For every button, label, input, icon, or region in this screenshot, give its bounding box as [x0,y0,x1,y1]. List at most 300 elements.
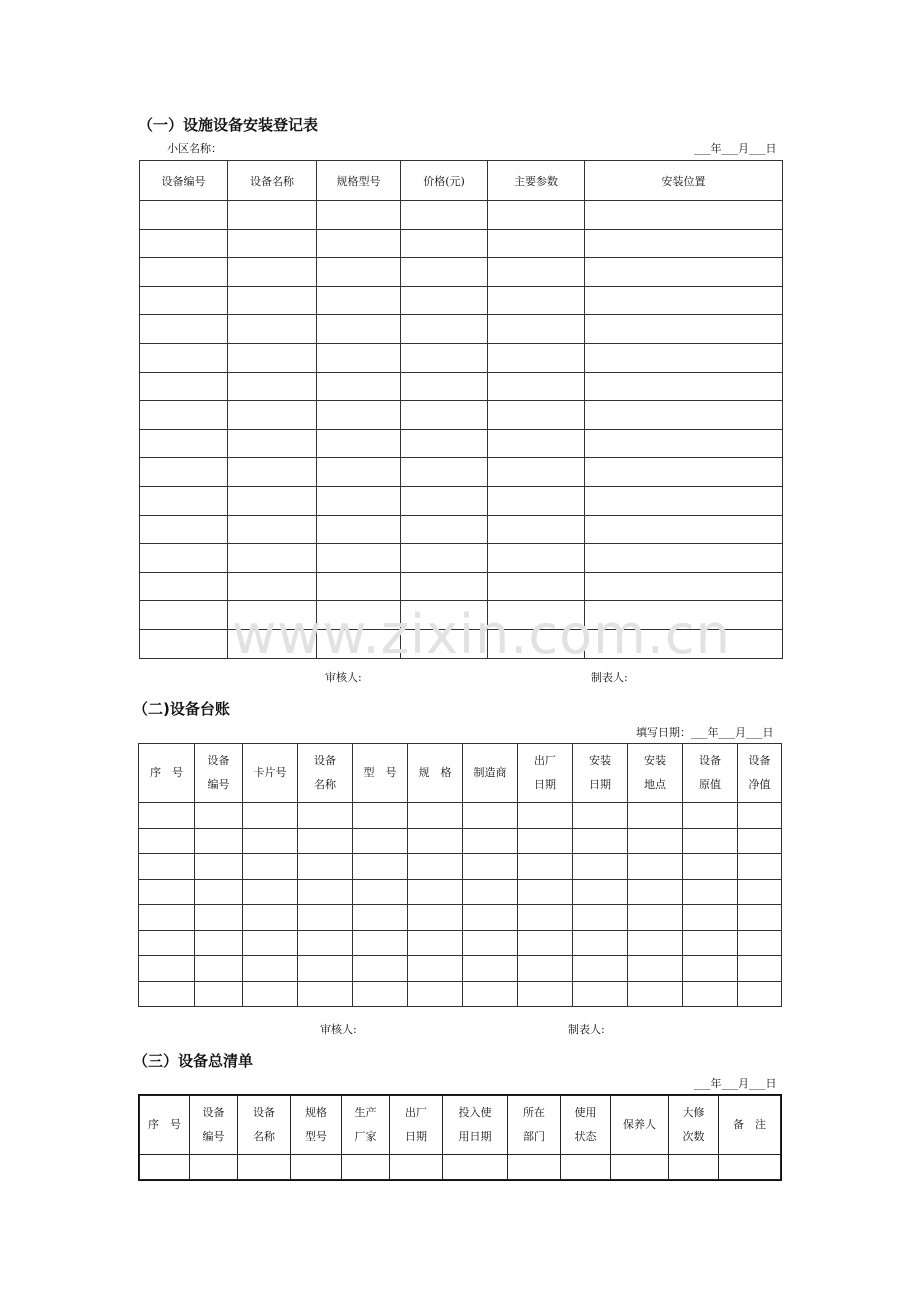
column-header [298,744,353,803]
table-cell[interactable] [228,372,317,401]
table-cell[interactable] [408,828,463,854]
table-cell[interactable] [683,930,738,956]
table-cell[interactable] [140,315,228,344]
column-header [195,744,243,803]
table-row [140,544,783,573]
column-header-line: 设备 [253,1106,275,1119]
table-cell[interactable] [401,315,488,344]
table-cell[interactable] [738,930,782,956]
table-cell[interactable] [243,803,298,829]
table-cell[interactable] [408,905,463,931]
table-cell[interactable] [573,905,628,931]
table-cell[interactable] [585,201,783,230]
table-cell[interactable] [243,854,298,880]
table-cell[interactable] [628,905,683,931]
column-header [291,1096,342,1155]
table-cell[interactable] [195,803,243,829]
table-cell[interactable] [573,930,628,956]
column-header-line: 日期 [534,778,556,791]
table-cell[interactable] [628,981,683,1007]
table-row [140,1155,781,1180]
table-cell[interactable] [488,372,585,401]
table-cell[interactable] [195,828,243,854]
column-header-line: 序 号 [148,1118,181,1131]
table-cell[interactable] [317,458,401,487]
table-cell[interactable] [488,286,585,315]
equipment-ledger-table [138,743,782,1007]
column-header-line: 编号 [202,1130,225,1143]
table-cell[interactable] [401,343,488,372]
table-cell[interactable] [140,201,228,230]
table-row [140,515,783,544]
table-cell[interactable] [628,803,683,829]
table-cell[interactable] [298,956,353,982]
table-cell[interactable] [298,981,353,1007]
table-cell[interactable] [195,905,243,931]
table-row [139,930,782,956]
table-cell[interactable] [719,1155,781,1180]
column-header-line: 使用 [574,1106,597,1119]
table-cell[interactable] [508,1155,561,1180]
column-header [719,1096,781,1155]
table-cell[interactable] [669,1155,719,1180]
table-cell[interactable] [488,515,585,544]
table-cell[interactable] [738,828,782,854]
table-cell[interactable] [140,629,228,658]
table-cell[interactable] [738,879,782,905]
table-row [140,486,783,515]
table-cell[interactable] [463,803,518,829]
column-header [238,1096,291,1155]
table-cell[interactable] [353,828,408,854]
table-cell[interactable] [518,956,573,982]
column-header-line: 安装 [644,754,666,767]
column-header [139,744,195,803]
column-header-line: 次数 [682,1130,705,1143]
table-row [140,229,783,258]
table-cell[interactable] [585,286,783,315]
column-header-line: 编号 [207,778,230,791]
table-cell[interactable] [298,854,353,880]
table-cell[interactable] [140,258,228,287]
table-cell[interactable] [628,828,683,854]
table-cell[interactable] [228,343,317,372]
column-header-line: 用日期 [458,1130,492,1143]
table-cell[interactable] [228,258,317,287]
section1-maker-label: 制表人: [591,671,628,684]
table-cell[interactable] [683,905,738,931]
table-cell[interactable] [317,201,401,230]
table-row [139,956,782,982]
table-cell[interactable] [140,572,228,601]
table-cell[interactable] [317,315,401,344]
table-cell[interactable] [585,458,783,487]
section1-reviewer-label: 审核人: [325,671,362,684]
section2-fill-date: 填写日期：___年___月___日 [636,726,774,739]
column-header-line: 原值 [699,778,721,791]
table-cell[interactable] [140,343,228,372]
table-cell[interactable] [585,572,783,601]
table-cell[interactable] [738,981,782,1007]
table-cell[interactable] [140,601,228,630]
column-header-line: 厂家 [354,1130,377,1143]
column-header [390,1096,443,1155]
column-header-line: 名称 [314,778,336,791]
table-cell[interactable] [628,854,683,880]
table-cell[interactable] [573,828,628,854]
table-cell[interactable] [238,1155,291,1180]
installation-register-table [139,160,783,659]
table-cell[interactable] [140,515,228,544]
table-cell[interactable] [139,879,195,905]
table-cell[interactable] [408,981,463,1007]
table-cell[interactable] [488,201,585,230]
table-cell[interactable] [317,258,401,287]
table-cell[interactable] [342,1155,390,1180]
table-cell[interactable] [518,905,573,931]
column-header-line: 设备 [202,1106,225,1119]
table-cell[interactable] [317,429,401,458]
column-header [561,1096,611,1155]
table-cell[interactable] [443,1155,508,1180]
table-cell[interactable] [628,956,683,982]
table-cell[interactable] [463,956,518,982]
table-cell[interactable] [228,401,317,430]
table-cell[interactable] [228,486,317,515]
table-cell[interactable] [401,572,488,601]
column-header-line: 净值 [748,778,771,791]
header-row [139,744,782,803]
table-cell[interactable] [317,343,401,372]
equipment-master-list-table [139,1095,781,1180]
table-cell[interactable] [139,828,195,854]
table-cell[interactable] [585,258,783,287]
section1-date: ___年___月___日 [694,142,777,155]
column-header [518,744,573,803]
table-cell[interactable] [518,981,573,1007]
table-cell[interactable] [585,515,783,544]
table-cell[interactable] [463,854,518,880]
table-cell[interactable] [243,905,298,931]
table-cell[interactable] [190,1155,238,1180]
column-header [342,1096,390,1155]
table-cell[interactable] [401,515,488,544]
table-cell[interactable] [573,956,628,982]
column-header [573,744,628,803]
column-header-line: 名称 [253,1130,275,1143]
column-header [508,1096,561,1155]
table-cell[interactable] [518,828,573,854]
table-cell[interactable] [298,828,353,854]
table-cell[interactable] [195,879,243,905]
table-cell[interactable] [353,879,408,905]
table-cell[interactable] [683,854,738,880]
table-cell[interactable] [228,201,317,230]
column-header [140,1096,190,1155]
column-header [408,744,463,803]
table-cell[interactable] [401,429,488,458]
table-cell[interactable] [228,429,317,458]
table-cell[interactable] [195,981,243,1007]
table-cell[interactable] [628,879,683,905]
table-row [139,879,782,905]
column-header [628,744,683,803]
table-cell[interactable] [408,956,463,982]
table-cell[interactable] [298,879,353,905]
table-cell[interactable] [738,956,782,982]
header-row [140,1096,781,1155]
column-header-line: 地点 [644,778,666,791]
table-cell[interactable] [140,544,228,573]
table-cell[interactable] [585,544,783,573]
table-cell[interactable] [585,401,783,430]
table-row [139,854,782,880]
table-cell[interactable] [488,343,585,372]
column-header-line: 安装 [589,754,611,767]
table-cell[interactable] [488,315,585,344]
table-cell[interactable] [140,458,228,487]
table-cell[interactable] [488,429,585,458]
table-cell[interactable] [139,930,195,956]
column-header: 安装位置 [585,161,783,201]
table-cell[interactable] [401,458,488,487]
table-cell[interactable] [317,286,401,315]
table-cell[interactable] [573,854,628,880]
table-row [139,828,782,854]
table-row [140,315,783,344]
table-cell[interactable] [195,930,243,956]
column-header-line: 设备 [748,754,771,767]
column-header-line: 制造商 [473,766,507,779]
column-header-line: 卡片号 [253,766,287,779]
table-cell[interactable] [140,401,228,430]
table-cell[interactable] [298,930,353,956]
table-cell[interactable] [140,486,228,515]
table-cell[interactable] [243,879,298,905]
table-cell[interactable] [139,803,195,829]
column-header: 设备名称 [228,161,317,201]
table-cell[interactable] [401,201,488,230]
table-cell[interactable] [518,854,573,880]
section2-reviewer-label: 审核人: [320,1023,357,1036]
table-cell[interactable] [738,905,782,931]
column-header-line: 所在 [523,1106,545,1119]
table-cell[interactable] [488,258,585,287]
table-cell[interactable] [140,229,228,258]
column-header [738,744,782,803]
table-cell[interactable] [228,315,317,344]
column-header-line: 大修 [682,1106,705,1119]
table-row [140,258,783,287]
table-cell[interactable] [228,572,317,601]
table-row [140,458,783,487]
column-header-line: 生产 [354,1106,377,1119]
table-cell[interactable] [683,956,738,982]
table-cell[interactable] [408,879,463,905]
table-cell[interactable] [390,1155,443,1180]
column-header [353,744,408,803]
column-header [611,1096,669,1155]
column-header: 规格型号 [317,161,401,201]
table-cell[interactable] [228,229,317,258]
table-cell[interactable] [317,515,401,544]
section3-title: （三）设备总清单 [133,1052,254,1070]
column-header [669,1096,719,1155]
table-cell[interactable] [401,258,488,287]
table-row [140,286,783,315]
table-cell[interactable] [243,956,298,982]
column-header-line: 规 格 [418,766,452,779]
table-cell[interactable] [408,854,463,880]
table-cell[interactable] [317,372,401,401]
table-cell[interactable] [463,828,518,854]
table-cell[interactable] [463,981,518,1007]
watermark: www.zixin.com.cn [232,603,731,666]
column-header [683,744,738,803]
table-row [140,401,783,430]
table-cell[interactable] [317,401,401,430]
column-header-line: 出厂 [405,1106,427,1119]
table-cell[interactable] [683,981,738,1007]
table-cell[interactable] [195,956,243,982]
table-cell[interactable] [683,879,738,905]
table-cell[interactable] [401,229,488,258]
column-header: 主要参数 [488,161,585,201]
table-cell[interactable] [573,803,628,829]
table-row [140,372,783,401]
table-cell[interactable] [401,401,488,430]
table-cell[interactable] [585,343,783,372]
table-cell[interactable] [401,486,488,515]
table-cell[interactable] [228,544,317,573]
table-cell[interactable] [353,956,408,982]
table-cell[interactable] [140,429,228,458]
table-row [140,201,783,230]
section2-maker-label: 制表人: [568,1023,605,1036]
header-row [140,161,783,201]
table-cell[interactable] [401,544,488,573]
table-cell[interactable] [488,229,585,258]
table-cell[interactable] [463,879,518,905]
table-cell[interactable] [585,429,783,458]
table-cell[interactable] [353,930,408,956]
table-cell[interactable] [573,879,628,905]
table-cell[interactable] [488,544,585,573]
table-cell[interactable] [140,1155,190,1180]
column-header [190,1096,238,1155]
table-cell[interactable] [585,486,783,515]
table-cell[interactable] [140,286,228,315]
table-cell[interactable] [140,372,228,401]
table-cell[interactable] [353,854,408,880]
table-cell[interactable] [683,803,738,829]
table-row [140,572,783,601]
table-cell[interactable] [561,1155,611,1180]
table-cell[interactable] [738,854,782,880]
column-header-line: 备 注 [733,1118,766,1131]
section2-title: （二)设备台账 [133,700,230,718]
table-cell[interactable] [463,905,518,931]
table-cell[interactable] [463,930,518,956]
table-row [139,803,782,829]
table-cell[interactable] [488,458,585,487]
table-cell[interactable] [518,803,573,829]
column-header-line: 部门 [523,1130,545,1143]
table-cell[interactable] [628,930,683,956]
table-cell[interactable] [611,1155,669,1180]
table-cell[interactable] [317,229,401,258]
table-cell[interactable] [243,930,298,956]
table-cell[interactable] [228,515,317,544]
table-cell[interactable] [291,1155,342,1180]
section1-title: （一）设施设备安装登记表 [138,116,319,134]
table-cell[interactable] [139,905,195,931]
table-cell[interactable] [298,803,353,829]
column-header: 设备编号 [140,161,228,201]
table-cell[interactable] [408,803,463,829]
column-header-line: 状态 [574,1130,597,1143]
table-cell[interactable] [298,905,353,931]
table-cell[interactable] [401,372,488,401]
table-cell[interactable] [518,930,573,956]
column-header: 价格(元) [401,161,488,201]
table-cell[interactable] [317,486,401,515]
table-cell[interactable] [738,803,782,829]
table-cell[interactable] [317,572,401,601]
column-header-line: 设备 [314,754,336,767]
table-row [140,429,783,458]
column-header-line: 序 号 [150,766,183,779]
table-cell[interactable] [683,828,738,854]
table-cell[interactable] [518,879,573,905]
table-cell[interactable] [488,572,585,601]
section3-date: ___年___月___日 [694,1077,777,1090]
column-header-line: 出厂 [534,754,556,767]
table-cell[interactable] [139,854,195,880]
table-row [139,981,782,1007]
column-header-line: 规格 [305,1106,327,1119]
table-cell[interactable] [585,229,783,258]
column-header [443,1096,508,1155]
column-header-line: 日期 [589,778,611,791]
table-cell[interactable] [228,458,317,487]
table-cell[interactable] [317,544,401,573]
table-cell[interactable] [228,286,317,315]
table-row [139,905,782,931]
column-header-line: 日期 [405,1130,427,1143]
column-header-line: 投入使 [458,1106,492,1119]
table-cell[interactable] [353,905,408,931]
table-cell[interactable] [139,956,195,982]
table-cell[interactable] [573,981,628,1007]
table-cell[interactable] [585,315,783,344]
community-name-label: 小区名称： [167,142,222,155]
table-cell[interactable] [408,930,463,956]
table-cell[interactable] [585,372,783,401]
table-cell[interactable] [488,486,585,515]
table-cell[interactable] [353,803,408,829]
table-cell[interactable] [195,854,243,880]
table-cell[interactable] [353,981,408,1007]
table-cell[interactable] [401,286,488,315]
table-cell[interactable] [139,981,195,1007]
column-header [243,744,298,803]
column-header-line: 设备 [699,754,721,767]
table-cell[interactable] [488,401,585,430]
table-cell[interactable] [243,981,298,1007]
table-cell[interactable] [243,828,298,854]
table-row [140,343,783,372]
